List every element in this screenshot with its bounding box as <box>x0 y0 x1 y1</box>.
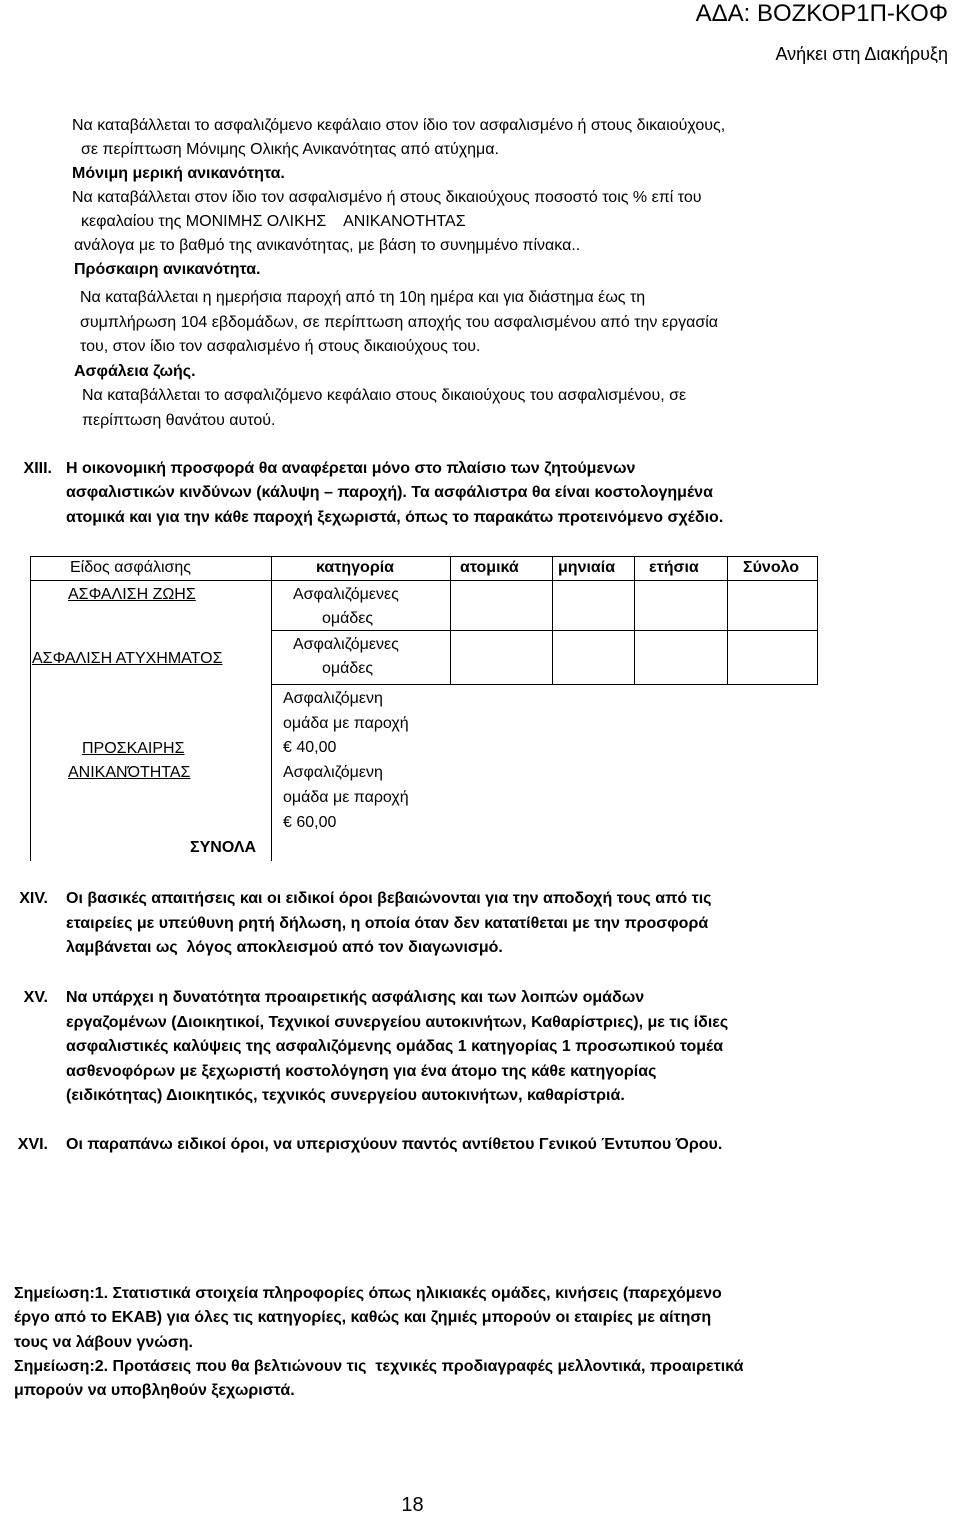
section-14-number: XIV. <box>19 890 48 907</box>
section-13-number: XIII. <box>23 460 52 477</box>
heading-life: Ασφάλεια ζωής. <box>74 363 196 380</box>
note-2-line-1: Σημείωση:2. Προτάσεις που θα βελτιώνουν τις τεχνικές προδιαγραφές μελλοντικά, προαιρετικά <box>14 1358 744 1375</box>
th-category: κατηγορία <box>316 559 394 576</box>
note-1-line-2: έργο από το ΕΚΑΒ) για όλες τις κατηγορίες, καθώς και ζημιές μπορούν οι εταιρίες με αίτηση <box>14 1309 712 1326</box>
ada-code: ΑΔΑ: ΒΟΖΚΟΡ1Π-ΚΟΦ <box>695 0 948 27</box>
section-13-line-3: ατομικά και για την κάθε παροχή ξεχωριστά, όπως το παρακάτω προτεινόμενο σχέδιο. <box>66 509 724 526</box>
section-15-line-5: (ειδικότητας) Διοικητικός, τεχνικός συνεργείου αυτοκινήτων, καθαρίστριά. <box>66 1087 625 1104</box>
row-accident-cat-2: ομάδες <box>322 660 374 677</box>
section-14-line-3: λαμβάνεται ως λόγος αποκλεισμού από τον διαγωνισμό. <box>66 939 503 956</box>
section-15-line-3: ασφαλιστικές καλύψεις της ασφαλιζόμενης ομάδας 1 κατηγορίας 1 προσωπικού τομέα <box>66 1038 724 1055</box>
row-temp-a-3: € 40,00 <box>283 739 337 756</box>
heading-permanent-partial: Μόνιμη μερική ανικανότητα. <box>72 165 285 182</box>
section-15-line-1: Να υπάρχει η δυνατότητα προαιρετικής ασφάλισης και των λοιπών ομάδων <box>66 989 645 1006</box>
section-16-number: XVI. <box>17 1136 48 1153</box>
page-number: 18 <box>401 1494 424 1516</box>
row-temp-a-2: ομάδα με παροχή <box>283 715 409 732</box>
intro-line-8: του, στον ίδιο τον ασφαλισμένο ή στους δικαιούχους του. <box>80 338 481 355</box>
row-temp-b-3: € 60,00 <box>283 814 337 831</box>
intro-line-7: συμπλήρωση 104 εβδομάδων, σε περίπτωση αποχής του ασφαλισμένου από την εργασία <box>80 314 719 331</box>
section-15-line-4: ασθενοφόρων με ξεχωριστή κοστολόγηση για ένα άτομο της κάθε κατηγορίας <box>66 1063 657 1080</box>
th-insurance-type: Είδος ασφάλισης <box>70 559 191 576</box>
section-14-line-2: εταιρείες με υπεύθυνη ρητή δήλωση, η οποία όταν δεν κατατίθεται με την προσφορά <box>66 915 709 932</box>
intro-line-10: περίπτωση θανάτου αυτού. <box>82 412 276 429</box>
heading-temporary: Πρόσκαιρη ανικανότητα. <box>74 261 261 278</box>
intro-line-3: Να καταβάλλεται στον ίδιο τον ασφαλισμένο ή στους δικαιούχους ποσοστό τοις % επί του <box>72 189 702 206</box>
th-monthly: μηνιαία <box>558 559 616 576</box>
intro-line-4: κεφαλαίου της ΜΟΝΙΜΗΣ ΟΛΙΚΗΣ ΑΝΙΚΑΝΟΤΗΤΑΣ <box>81 213 466 230</box>
note-1-line-3: τους να λάβουν γνώση. <box>14 1334 193 1351</box>
th-annual: ετήσια <box>649 559 699 576</box>
row-accident-type: ΑΣΦΑΛΙΣΗ ΑΤΥΧΗΜΑΤΟΣ <box>32 650 223 667</box>
premium-table <box>30 556 818 861</box>
row-life-cat-1: Ασφαλιζόμενες <box>293 586 399 603</box>
row-temp-b-2: ομάδα με παροχή <box>283 789 409 806</box>
section-16-line-1: Οι παραπάνω ειδικοί όροι, να υπερισχύουν παντός αντίθετου Γενικού Έντυπου Όρου. <box>66 1136 723 1153</box>
row-life-cat-2: ομάδες <box>322 610 374 627</box>
section-15-number: XV. <box>23 989 48 1006</box>
row-totals: ΣΥΝΟΛΑ <box>190 839 257 856</box>
row-temporary-type-2: ΑΝΙΚΑΝΌΤΗΤΑΣ <box>68 764 191 781</box>
row-life-type: ΑΣΦΑΛΙΣΗ ΖΩΗΣ <box>68 586 196 603</box>
row-temp-a-1: Ασφαλιζόμενη <box>283 690 383 707</box>
note-1-line-1: Σημείωση:1. Στατιστικά στοιχεία πληροφορίες όπως ηλικιακές ομάδες, κινήσεις (παρεχόμενο <box>14 1285 722 1302</box>
th-individual: ατομικά <box>460 559 519 576</box>
intro-line-1: Να καταβάλλεται το ασφαλιζόμενο κεφάλαιο στον ίδιο τον ασφαλισμένο ή στους δικαιούχους, <box>72 117 726 134</box>
intro-line-5: ανάλογα με το βαθμό της ανικανότητας, με βάση το συνημμένο πίνακα.. <box>74 237 581 254</box>
intro-line-6: Να καταβάλλεται η ημερήσια παροχή από τη 10η ημέρα και για διάστημα έως τη <box>80 289 646 306</box>
intro-line-9: Να καταβάλλεται το ασφαλιζόμενο κεφάλαιο στους δικαιούχους του ασφαλισμένου, σε <box>82 387 687 404</box>
th-total: Σύνολο <box>743 559 800 576</box>
note-2-line-2: μπορούν να υποβληθούν ξεχωριστά. <box>14 1382 295 1399</box>
row-temporary-type-1: ΠΡΟΣΚΑΙΡΗΣ <box>82 740 185 757</box>
section-14-line-1: Οι βασικές απαιτήσεις και οι ειδικοί όροι βεβαιώνονται για την αποδοχή τους από τις <box>66 890 712 907</box>
section-13-line-1: Η οικονομική προσφορά θα αναφέρεται μόνο στο πλαίσιο των ζητούμενων <box>66 460 636 477</box>
row-temp-b-1: Ασφαλιζόμενη <box>283 764 383 781</box>
section-13-line-2: ασφαλιστικών κινδύνων (κάλυψη – παροχή). Τα ασφάλιστρα θα είναι κοστολογημένα <box>66 484 713 501</box>
intro-line-2: σε περίπτωση Μόνιμης Ολικής Ανικανότητας από ατύχημα. <box>81 141 499 158</box>
row-accident-cat-1: Ασφαλιζόμενες <box>293 636 399 653</box>
header-subtitle: Ανήκει στη Διακήρυξη <box>775 44 948 64</box>
section-15-line-2: εργαζομένων (Διοικητικοί, Τεχνικοί συνεργείου αυτοκινήτων, Καθαρίστριες), με τις ίδιες <box>66 1014 729 1031</box>
